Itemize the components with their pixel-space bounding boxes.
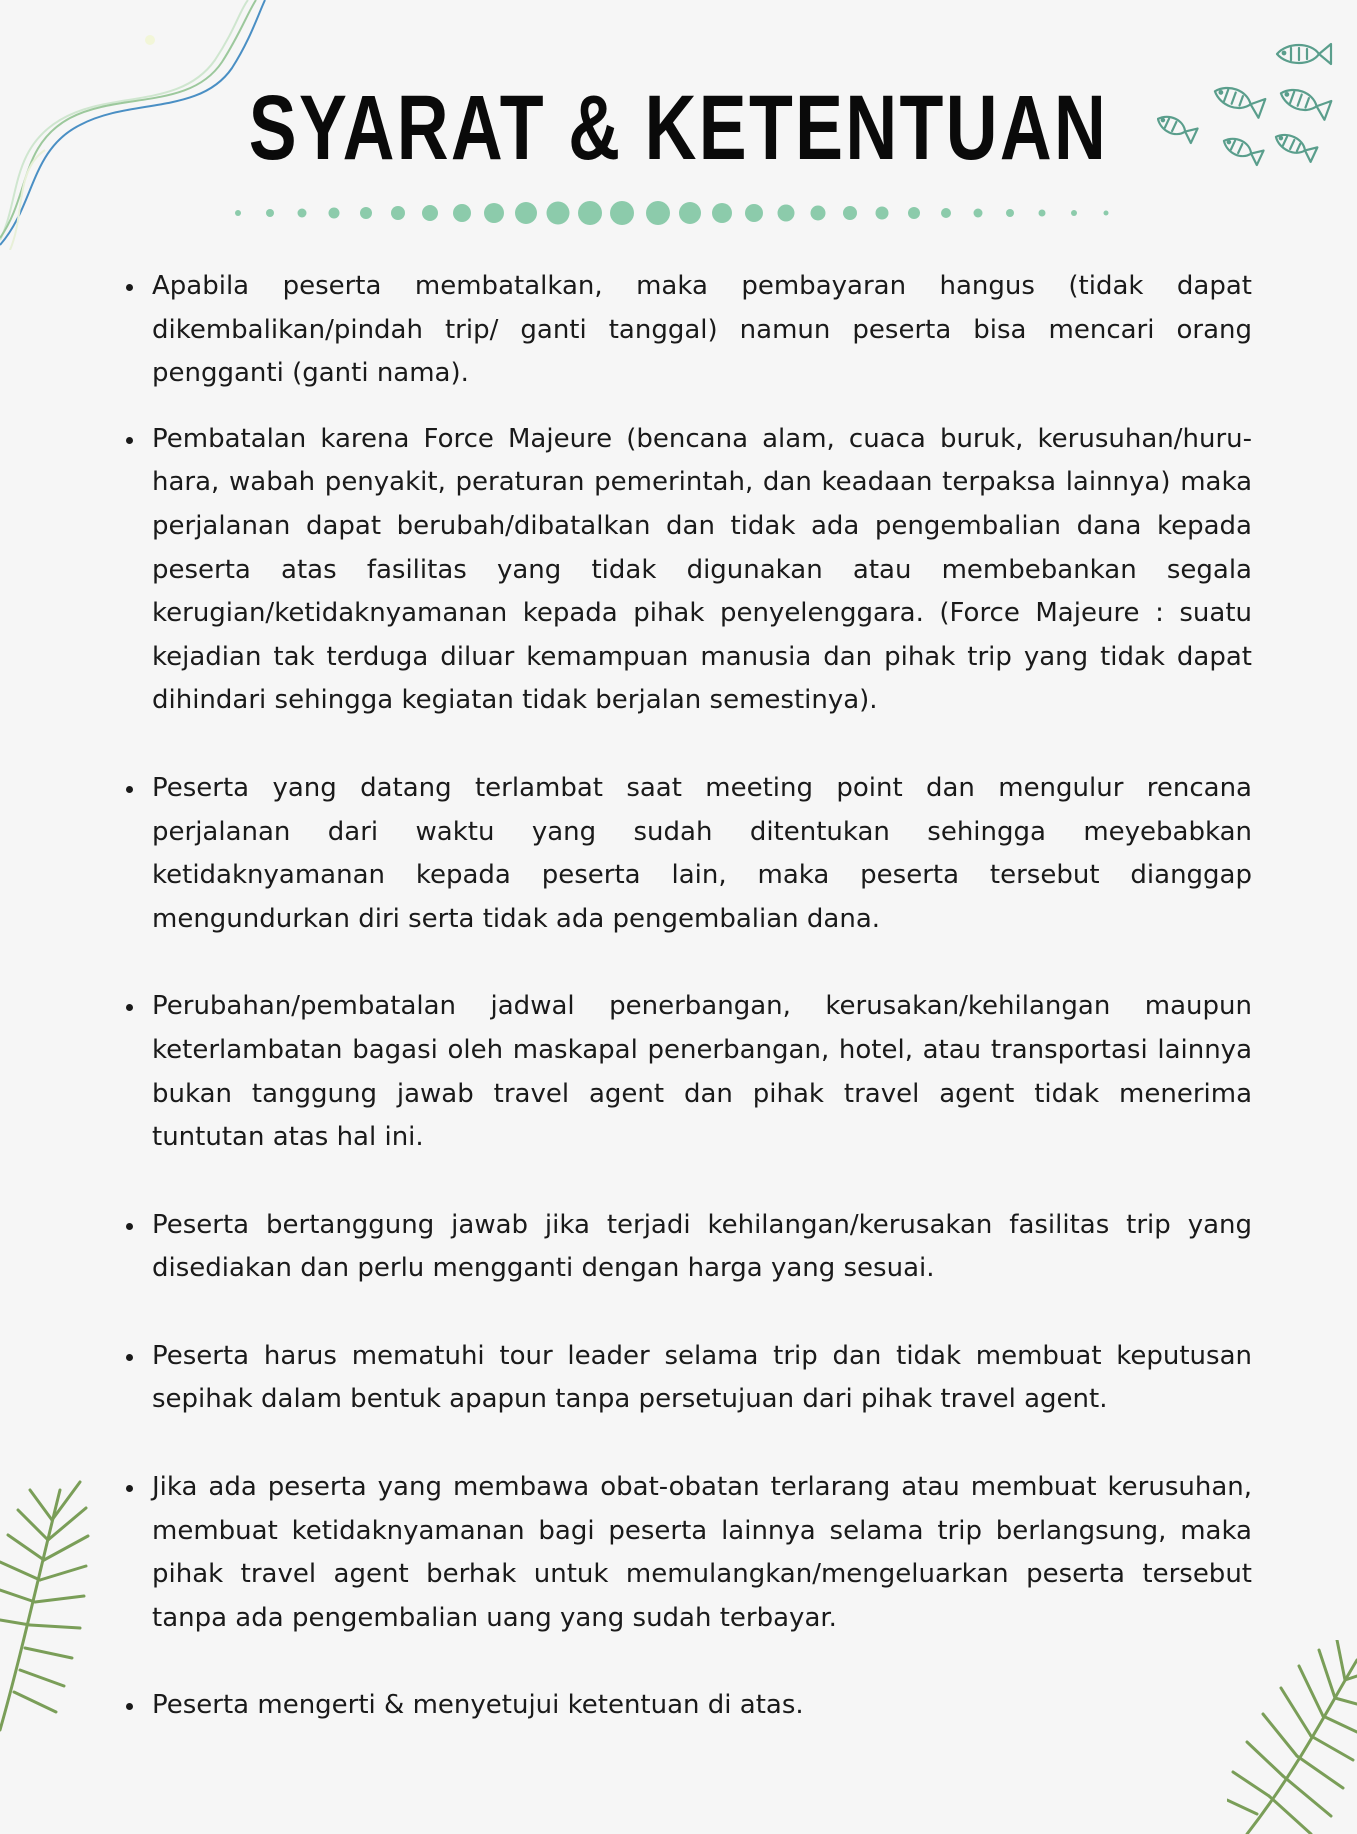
term-item: Pembatalan karena Force Majeure (bencana alam, cuaca buruk, kerusuhan/huru- hara, wabah penyakit, peraturan pemerintah, dan keadaan terpaksa lainnya) maka perjalanan dapat berubah/dibatalkan dan tidak ada pengembalian dana kepada peserta atas fasilitas yang tidak digunakan atau membebankan segala kerugian/ketidaknyamanan kepada pihak penyelenggara. (Force Majeure : suatu kejadian tak terduga diluar kemampuan manusia dan pihak trip yang tidak dapat dihindari sehingga kegiatan tidak berjalan semestinya). [118,418,1252,723]
fish-icon [1211,82,1265,118]
fish-icon [1277,44,1331,64]
term-item: Peserta bertanggung jawab jika terjadi kehilangan/kerusakan fasilitas trip yang disediakan dan perlu mengganti dengan harga yang sesuai. [118,1204,1252,1291]
fish-icon [1273,130,1318,162]
palm-leaf-decoration-left [0,1480,90,1740]
dot-divider [228,198,1128,228]
term-item: Apabila peserta membatalkan, maka pembayaran hangus (tidak dapat dikembalikan/pindah trip/ ganti tanggal) namun peserta bisa mencari orang pengganti (ganti nama). [118,265,1252,396]
term-item: Peserta yang datang terlambat saat meeting point dan mengulur rencana perjalanan dari waktu yang sudah ditentukan sehingga meyebabkan ketidaknyamanan kepada peserta lain, maka peserta tersebut dianggap mengundurkan diri serta tidak ada pengembalian dana. [118,767,1252,941]
term-item: Jika ada peserta yang membawa obat-obatan terlarang atau membuat kerusuhan, membuat ketidaknyamanan bagi peserta lainnya selama trip berlangsung, maka pihak travel agent berhak untuk memulangkan/mengeluarkan peserta tersebut tanpa ada pengembalian uang yang sudah terbayar. [118,1466,1252,1640]
term-item: Peserta mengerti & menyetujui ketentuan di atas. [118,1684,1252,1728]
page-title: SYARAT & KETENTUAN [248,77,1109,179]
fish-icon [1221,134,1264,165]
terms-list [118,265,1252,1728]
term-item: Peserta harus mematuhi tour leader selama trip dan tidak membuat keputusan sepihak dalam bentuk apapun tanpa persetujuan dari pihak travel agent. [118,1335,1252,1422]
term-item: Perubahan/pembatalan jadwal penerbangan, kerusakan/kehilangan maupun keterlambatan bagasi oleh maskapal penerbangan, hotel, atau transportasi lainnya bukan tanggung jawab travel agent dan pihak travel agent tidak menerima tuntutan atas hal ini. [118,985,1252,1159]
fish-icon [1277,84,1331,120]
palm-leaf-decoration-right [1227,1640,1357,1834]
